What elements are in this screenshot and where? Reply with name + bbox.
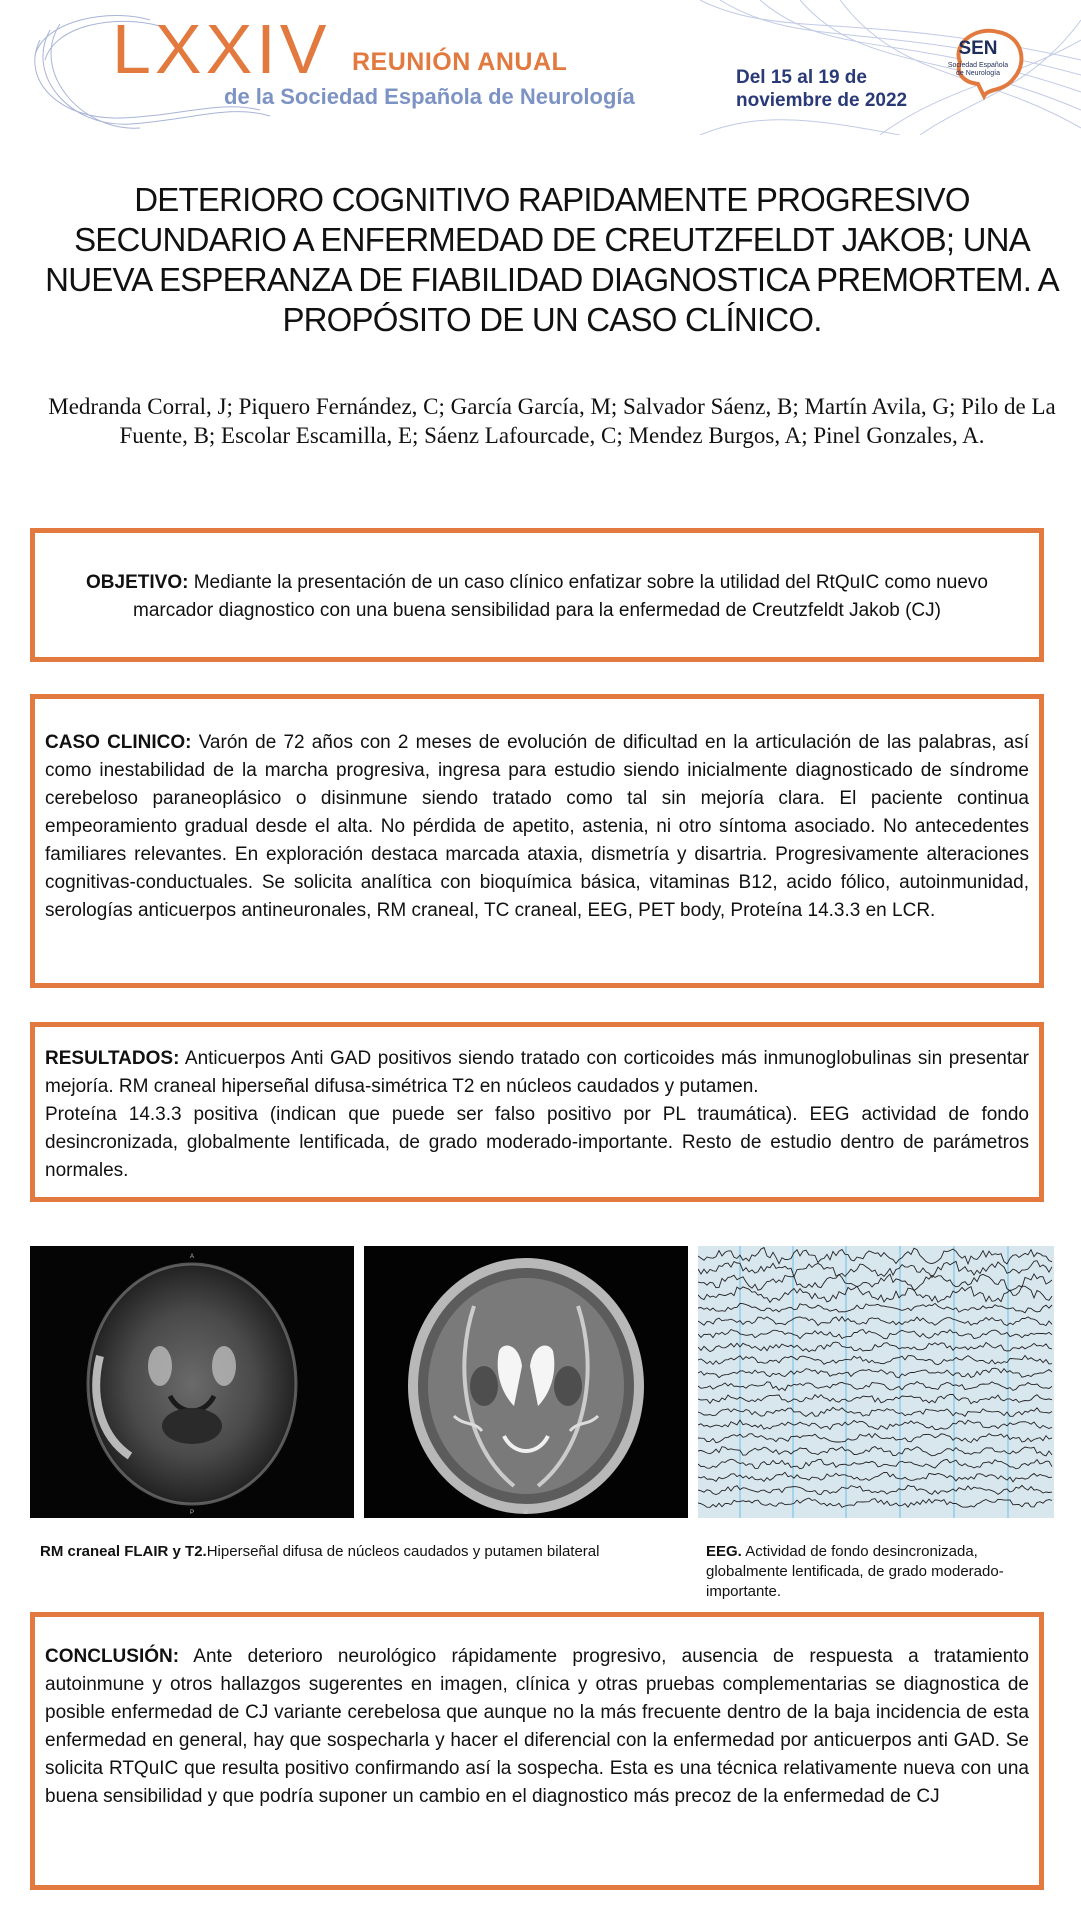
- caso-text: Varón de 72 años con 2 meses de evolución de dificultad en la articulación de las palabras, así como inestabilidad de la marcha progresiva, ingresa para estudio siendo inicialmente diagnosticado de síndrome cerebeloso paraneoplásico o disinmune siendo tratado como tal sin mejoría clara. El paciente continua empeoramiento gradual desde el alta. No pérdida de apetito, astenia, ni otro síntoma asociado. No antecedentes familiares relevantes. En exploración destaca marcada ataxia, dismetría y disartria. Progresivamente alteraciones cognitivas-conductuales. Se solicita analítica con bioquímica básica, vitaminas B12, acido fólico, autoinmunidad, serologías anticuerpos antineuronales, RM craneal, TC craneal, EEG, PET body, Proteína 14.3.3 en LCR.: [45, 732, 1029, 921]
- sen-logo-text: SEN: [958, 38, 998, 59]
- svg-text:P: P: [189, 1510, 195, 1516]
- resultados-paragraph-2: Proteína 14.3.3 positiva (indican que puede ser falso positivo por PL traumática). EEG actividad de fondo desincronizada, globalmente lentificada, de grado moderado-importante. Resto de estudio dentro de parámetros normales.: [45, 1104, 1029, 1181]
- mri-caption: [40, 1542, 680, 1562]
- sen-logo-sub-1: Sociedad Española: [947, 62, 1009, 69]
- poster-title: DETERIORO COGNITIVO RAPIDAMENTE PROGRESIVO SECUNDARIO A ENFERMEDAD DE CREUTZFELDT JAKOB; UNA NUEVA ESPERANZA DE FIABILIDAD DIAGNOSTICA PREMORTEM. A PROPÓSITO DE UN CASO CLÍNICO.: [45, 181, 1059, 338]
- conference-number: LXXIV: [112, 10, 331, 88]
- svg-text:P: P: [523, 1510, 529, 1516]
- mri-caption-text: Hiperseñal difusa de núcleos caudados y putamen bilateral: [206, 1543, 600, 1560]
- resultados-label: RESULTADOS:: [45, 1048, 180, 1069]
- dates-line-1: Del 15 al 19 de: [736, 67, 867, 88]
- conclusion-text: Ante deterioro neurológico rápidamente progresivo, ausencia de respuesta a tratamiento autoinmune y otros hallazgos sugerentes en imagen, clínica y otras pruebas complementarias se diagnostica de posible enfermedad de CJ variante cerebelosa que aunque no la más frecuente dentro de la baja incidencia de esta enfermedad en general, hay que sospecharla y hacer el diferencial con la enfermedad por anticuerpos anti GAD. Se solicita RTQuIC que resulta positivo confirmando así la sospecha. Esta es una técnica relativamente nueva con una buena sensibilidad y que podría suponer un cambio en el diagnostico más precoz de la enfermedad de CJ: [45, 1646, 1029, 1807]
- dates-line-2: noviembre de 2022: [736, 90, 908, 111]
- caso-label: CASO CLINICO:: [45, 732, 192, 753]
- mri-flair-image: [30, 1246, 354, 1518]
- event-name: REUNIÓN ANUAL: [352, 48, 568, 76]
- eeg-caption: [706, 1542, 1056, 1602]
- resultados-paragraph-1: [45, 1045, 1029, 1101]
- resultados-box: [30, 1022, 1044, 1202]
- objetivo-box: [30, 528, 1044, 662]
- objetivo-label: OBJETIVO:: [86, 572, 189, 593]
- objetivo-paragraph: [49, 569, 1025, 625]
- caso-paragraph: [45, 729, 1029, 925]
- mri-caption-label: RM craneal FLAIR y T2.: [40, 1543, 207, 1560]
- eeg-caption-label: EEG.: [706, 1543, 742, 1560]
- event-dates: [736, 66, 907, 112]
- conclusion-label: CONCLUSIÓN:: [45, 1646, 180, 1667]
- sen-logo-subtitle: [938, 62, 1018, 78]
- eeg-caption-text: Actividad de fondo desincronizada, globalmente lentificada, de grado moderado-importante.: [706, 1543, 1004, 1600]
- resultados-text-1: Anticuerpos Anti GAD positivos siendo tratado con corticoides más inmunoglobulinas sin presentar mejoría. RM craneal hiperseñal difusa-simétrica T2 en núcleos caudados y putamen.: [45, 1048, 1029, 1097]
- eeg-trace-image: [698, 1246, 1054, 1518]
- mri-t2-image: [364, 1246, 688, 1518]
- svg-text:A: A: [189, 1254, 195, 1260]
- conference-header: [0, 0, 1081, 135]
- objetivo-text: Mediante la presentación de un caso clínico enfatizar sobre la utilidad del RtQuIC como nuevo marcador diagnostico con una buena sensibilidad para la enfermedad de Creutzfeldt Jakob (CJ): [133, 572, 988, 621]
- authors-list: Medranda Corral, J; Piquero Fernández, C; García García, M; Salvador Sáenz, B; Martín Avila, G; Pilo de La Fuente, B; Escolar Escamilla, E; Sáenz Lafourcade, C; Mendez Burgos, A; Pinel Gonzales, A.: [48, 394, 1056, 448]
- caso-clinico-box: [30, 694, 1044, 988]
- sen-logo-sub-2: de Neurología: [956, 70, 1000, 77]
- society-name: de la Sociedad Española de Neurología: [224, 84, 635, 109]
- conclusion-box: [30, 1612, 1044, 1890]
- conclusion-paragraph: [45, 1643, 1029, 1811]
